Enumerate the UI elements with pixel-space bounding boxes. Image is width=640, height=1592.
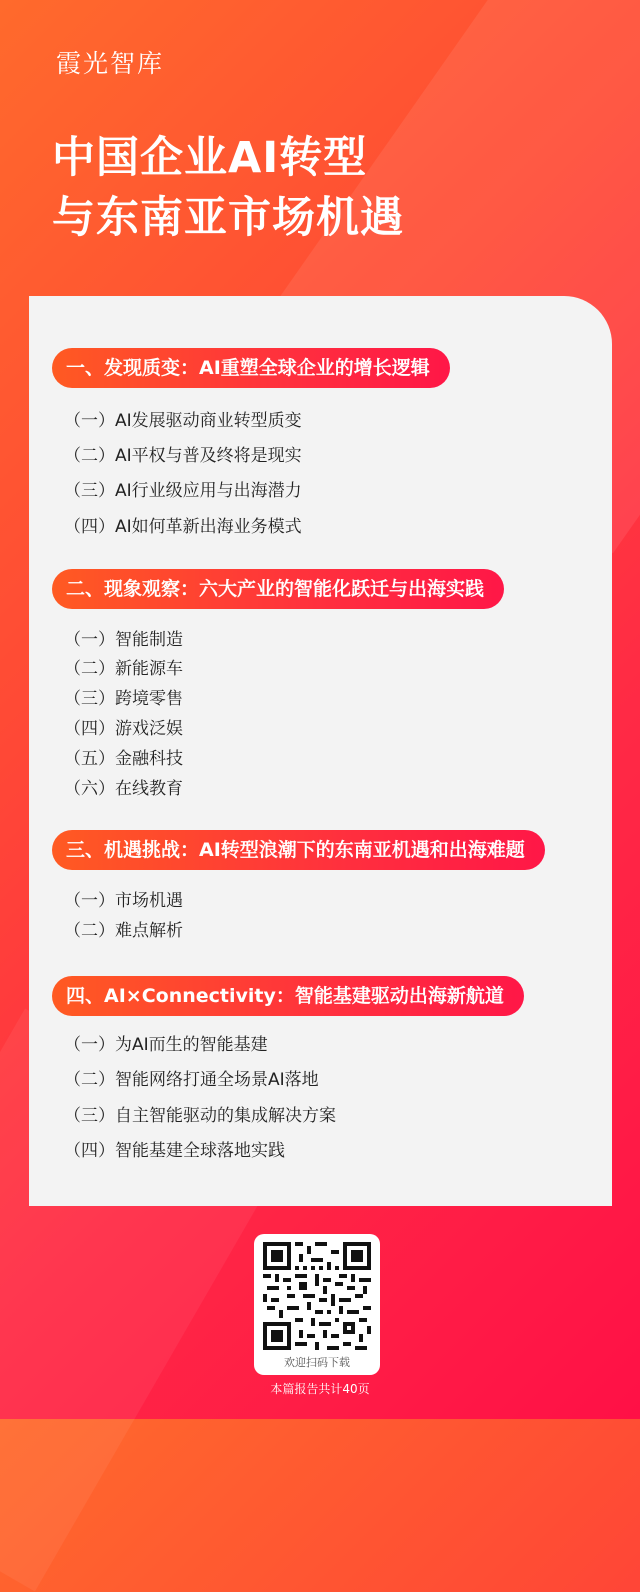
- section-heading-1: [52, 348, 450, 388]
- list-item: （一）智能制造: [64, 630, 183, 650]
- list-item: （五）金融科技: [64, 749, 183, 769]
- list-item: （一）AI发展驱动商业转型质变: [64, 411, 302, 431]
- section-heading-4: [52, 976, 524, 1016]
- list-item: （四）AI如何革新出海业务模式: [64, 517, 302, 537]
- title-line-2: 与东南亚市场机遇: [52, 193, 404, 243]
- list-item: （三）跨境零售: [64, 689, 183, 709]
- section-pill: 二、现象观察：六大产业的智能化跃迁与出海实践: [52, 569, 504, 609]
- list-item: （四）游戏泛娱: [64, 719, 183, 739]
- list-item: （二）难点解析: [64, 921, 183, 941]
- page-title: [52, 128, 404, 248]
- list-item: （二）AI平权与普及终将是现实: [64, 446, 302, 466]
- list-item: （二）智能网络打通全场景AI落地: [64, 1070, 319, 1090]
- section-pill: 三、机遇挑战：AI转型浪潮下的东南亚机遇和出海难题: [52, 830, 545, 870]
- brand-logo-text: 霞光智库: [56, 49, 165, 78]
- qr-caption: 欢迎扫码下载: [284, 1356, 350, 1369]
- list-item: （一）市场机遇: [64, 891, 183, 911]
- qr-code: [263, 1242, 371, 1350]
- list-item: （三）自主智能驱动的集成解决方案: [64, 1106, 336, 1126]
- section-pill: 一、发现质变：AI重塑全球企业的增长逻辑: [52, 348, 450, 388]
- section-heading-3: [52, 830, 545, 870]
- section-pill: 四、AI×Connectivity：智能基建驱动出海新航道: [52, 976, 524, 1016]
- qr-code-card[interactable]: [254, 1234, 380, 1375]
- page-count-note: 本篇报告共计40页: [270, 1382, 370, 1396]
- list-item: （六）在线教育: [64, 779, 183, 799]
- contents-card: [29, 296, 612, 1206]
- title-line-1: 中国企业AI转型: [52, 133, 368, 183]
- list-item: （四）智能基建全球落地实践: [64, 1141, 285, 1161]
- list-item: （二）新能源车: [64, 659, 183, 679]
- list-item: （一）为AI而生的智能基建: [64, 1035, 268, 1055]
- list-item: （三）AI行业级应用与出海潜力: [64, 481, 302, 501]
- section-heading-2: [52, 569, 504, 609]
